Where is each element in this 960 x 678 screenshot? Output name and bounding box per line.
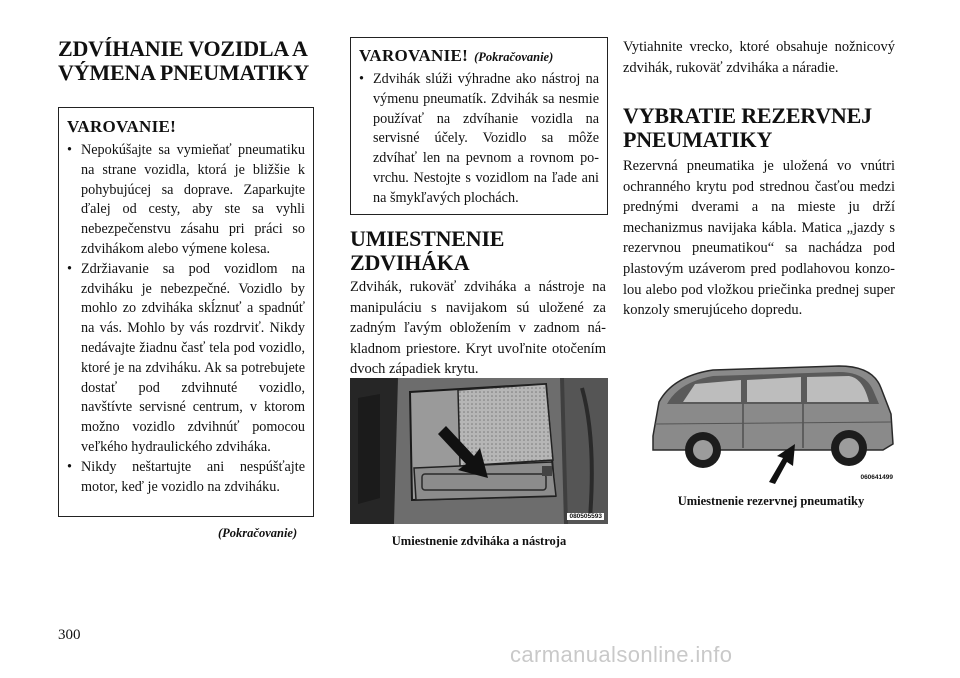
warning-title-text: VAROVANIE! (359, 46, 469, 65)
warning-box-continued (350, 37, 608, 215)
section-heading-jack-location (350, 227, 608, 275)
warning-continued-label: (Pokračovanie) (474, 50, 554, 64)
section-heading-spare-removal (623, 104, 895, 152)
heading-line: VÝMENA PNEUMATIKY (58, 60, 310, 85)
warning-list (67, 141, 305, 497)
jack-location-figure (350, 378, 608, 524)
heading-line: PNEUMATIKY (623, 127, 773, 152)
jack-location-illustration (350, 378, 608, 524)
warning-bullet: • Zdvihák slúži výhradne ako nástroj na výmenu pneumatík. Zdvihák sa nesmie používať na zdvíhanie vozidla na servisné účely. Vozidlo sa môže zdvíhať len na pevnom a rovnom povrchu. Nestojte s vozidlom na ľade ani na šmykľavých plochách. (359, 70, 599, 209)
heading-line: ZDVIHÁKA (350, 250, 470, 275)
warning-bullet: • Nepokúšajte sa vymieňať pneumatiku na strane vozidla, ktorá je bližšie k pohybujúcej sa doprave. Zaparkujte ďalej od cesty, aby ste sa vyhli nebezpečenstvu zásahu pri práci so zdvihákom alebo výmene kolesa. (67, 141, 305, 260)
warning-list (359, 70, 599, 209)
pouch-paragraph: Vytiahnite vrecko, ktoré obsahuje nožnicový zdvihák, rukoväť zdviháka a náradie. (623, 39, 895, 76)
warning-box (58, 107, 314, 517)
warning-bullet: • Nikdy neštartujte ani nespúšťajte motor, keď je vozidlo na zdviháku. (67, 458, 305, 498)
section-heading-jacking (58, 37, 328, 85)
minivan-illustration (643, 358, 899, 488)
warning-bullet: • Zdržiavanie sa pod vozidlom na zdviháku je nebezpečné. Vozidlo by mohlo zo zdviháka skĺznuť a spadnúť na vás. Mohlo by vás rozdrviť. Nikdy nedávajte žiadnu časť tela pod vozidlo, ktoré je na zdviháku. Ak sa potrebujete dostať pod zdvihnuté vozidlo, navštívte servisné centrum, v ktorom možno vozidlo zdvihnúť pomocou veľkého hydraulického zdviháka. (67, 260, 305, 458)
heading-line: VYBRATIE REZERVNEJ (623, 103, 872, 128)
page-number: 300 (58, 627, 81, 643)
heading-line: UMIESTNENIE (350, 226, 505, 251)
continued-note: (Pokračovanie) (218, 526, 298, 540)
figure-code: 060641499 (860, 474, 893, 481)
warning-title (359, 46, 599, 66)
figure-caption: Umiestnenie zdviháka a nástroja (391, 534, 567, 548)
figure-caption: Umiestnenie rezervnej pneumatiky (677, 494, 865, 508)
warning-title: VAROVANIE! (67, 117, 177, 136)
site-watermark: carmanualsonline.info (510, 642, 733, 667)
jack-location-paragraph: Zdvihák, rukoväť zdviháka a nástroje na manipuláciu s navijakom sú uložené za zadným ľavým obložením v zadnom nákladnom priestore. Kryt uvoľnite otočením dvoch západiek krytu. (350, 279, 606, 378)
spare-tire-paragraph: Rezervná pneumatika je uložená vo vnútri ochranného krytu pod strednou časťou medzi prednými dverami a na mieste ju drží mechanizmus navijaka kábla. Matica „jazdy s rezervnou pneumatikou“ sa nachádza pod plastovým uzáverom pred podlahovou konzolou alebo pod vložkou priečinka prednej super konzoly smerujúceho dopredu. (623, 158, 895, 319)
figure-code: 080505593 (569, 513, 602, 520)
spare-tire-figure (643, 358, 899, 488)
heading-line: ZDVÍHANIE VOZIDLA A (58, 36, 308, 61)
